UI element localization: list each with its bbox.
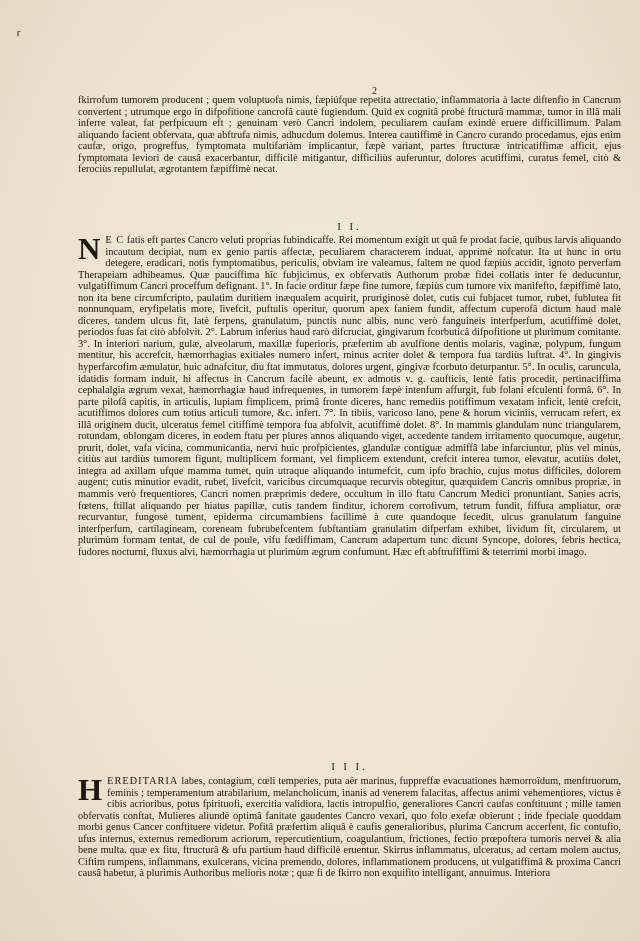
paragraph-intro-text: fkirrofum tumorem producent ; quem voluptuofa nimis, fæpiúfque repetita attrectatio, inflammatoria à lacte diftenfio in Cancrum convertent ; utrumque ergo in difpofitione cancrofâ cautè fugiendum. Quid ex cognitâ probè ftructurâ mammæ, tumor in illâ mali inferre valeat, fat perfpicuum eft ; genuinam verò Cancri indolem, peculiarem caufam exindè eruere difficillimum. Palam aliquando facient obfervata, quæ abftrufa nimis, adhucdum dolemus. Interea cautiffimè in Cancro curando procedamus, ejus enim caufæ, origo, progreffus, fymptomata multifariàm implicantur, fæpè variant, partes ftructuræ intricatiffimæ afficit, ejus fymptomata leviori de causâ exacerbantur, difficilè mitigantur, difficiliùs auferuntur, dolores acutiffimi, curatus femel, citò & ferociùs repullulat, ægrotantem fæpiffimè necat. — [78, 95, 621, 176]
dropcap-h: H — [78, 772, 103, 807]
section-ii-first-word: E C — [105, 235, 125, 246]
section-ii-body — [78, 231, 621, 558]
corner-mark: ⸢ — [16, 30, 22, 46]
page-number: 2 — [372, 86, 378, 97]
section-heading-iii: I I I. — [331, 762, 368, 773]
section-iii-first-word: EREDITARIA — [107, 776, 179, 787]
paragraph-intro — [78, 95, 621, 176]
dropcap-n: N — [78, 231, 101, 266]
section-ii-paragraph — [78, 231, 621, 558]
section-ii-text: fatis eft partes Cancro veluti proprias fubindicaffe. Rei momentum exigit ut quâ fe prodat facie, quibus larvis aliquando incautum decipiat, num ex genio partis affectæ, peculiarem characterem induat, apprimè nofcatur. Ita ut hunc in ortu detegere, eradicari, notis fymptomatibus, periculis, obviam ire valeamus, faltem ne quod fæpiùs accidit, ignoto perverfam Therapeiam adhibeamus. Quæ pauciffima hîc fubjicimus, ex obfervatis Authorum probæ fidei collatis inter fe deducuntur, vulgatiffimum Cancri proceffum defignant. 1°. In facie orditur fæpe fine tumore, fæpiùs cum tumore vix manifefto, fæpiffimè lato, non ita bene circumfcripto, paulatim duritiem inæqualem acquirit, pruriginosè dolet, cutis cui fubjacet tumor, rubet, fublutea fit nonnunquam, eryfipelatis more, livefcit, puftulis operitur, quorum apex faniem fundit, affectum cuperofâ dictum haud malè diceres, tandem ulcus fit, latè ferpens, granulatum, punctis nunc albis, nunc verò fanguineis interfperfum, acutiffimè dolet, periodos fuas fat citò abfolvit. 2°. Labrum inferius haud rarò difcruciat, gingivarum fcorbuticâ difpofitione ut plurimum comitante. 3°. In interiori narium, gulæ, alveolarum, maxillæ fuperioris, præfertim ab avulfione dentis molaris, vaginæ, polypum, fungum mentitur, his accrefcit, hæmorrhagias exitiales numero infert, minus acriter dolet & tempora fua tardiùs luftrat. 4°. In gingivis hyperfarcofim æmulatur, huic adnafcitur, diu ftat immutatus, dolores urgent, gingivæ fcorbuto deturpantur. 5°. In oculis, caruncula, idatidis formam induit, hi affectus in Cancrum facilè abeunt, ex admotis v. g. caufticis, lentè fatis procedit, pertinaciffima cephalalgia ægrum vexat, hæmorrhagiæ haud infrequentes, in tumorem fæpè intenfum affurgit, fub folani efculenti formâ. 6°. In parte pilofâ capitis, in articulis, lupiam fimplicem, primâ fronte diceres, hanc remediis potiffimum vexatam inficit, lentè crefcit, acutiffimos dolores cum totius articuli tumore, &c. infert. 7°. In tibiis, varicoso lano, pene & horum viciniis, verrucam refert, ex illâ originem ducit, ulceratus femel citiffimè tempora fua abfolvit, acutiffimè dolet. 8°. In mammis glandulam nunc triangularem, rotundam, oblongam diceres, in eodem ftatu per plures annos aliquando viget, accedente tandem irritamento quocumque, augetur, prurit, dolet, vafa vicina, communicantia, nervi huic profpicientes, glandulæ contiguæ admiffâ labe infarciuntur, plùs vel minùs, citiùs aut tardiùs tumorem figunt, multiplicem formant, vel fimplicem extendunt, crefcit interea tumor, elevatur, acutiùs dolet, integra ad axillam ufque mamma tumet, quin utraque aliquando intumefcit, cum ipfo brachio, cujus motus difficiles, dolorem augent; cutis minutior evadit, rubet, livefcit, varicibus circumquaque recurvis obtegitur, quæquidem Cancris omnibus propriæ, in mammis verò frequentiores, Cancri nomen præprimis dedere, occultum in illo ftatu Cancrum Medici pronuntiant. Sanies acris, fœtens, ftillat aliquando per hiatus papillæ, cutis tandem finditur, ichorem corrofivum, tetrum fundit, fiffura ampliatur, oræ recurvantur, fungosè tument, epiderma circumambiens facillimè à cute quandoque fecedit, ulcus granulatum fanguine interfperfum, cartilagineam, coreneam fubrubefcentem fubftantiam granulatim difperfam exhibet, lividum fit, circularem, ut plurimùm formam tentat, de cul de poule, vifu fœdiffimam, Cancrum adapertum tunc dicunt Syncope, dolores, febris hectica, fudores nocturni, fluxus alvi, hæmorrhagia ut plurimùm ægrum confumunt. Hæc eft abftrufiffimi & teterrimi morbi imago. — [78, 235, 621, 558]
section-iii-text: labes, contagium, cœli temperies, puta aër marinus, fuppreffæ evacuationes hæmorroïdum, menftruorum, feminis ; temperamentum atrabilarium, melancholicum, inanis ad venerem falacitas, affectus animi vehementiores, victus è cibis acrioribus, potus fpirituofi, exercitia validiora, lactis intropulfio, generaliores Cancri caufas conftituunt ; mille tamen obfervatis conftat, Mulieres aliundè optimâ fanitate gaudentes Cancro vexari, quo folo exefæ obierunt ; inde fpeciale quoddam morbi genus Cancer conftituere videtur. Pofitâ præfertim aliquâ è caufis generalioribus, plurima Cancrum accerfent, fic contufio, ufus internus, externus remediorum acriorum, repercutientium, coagulantium, frictiones, fectio prœpoftera tumoris nervei & alia bene multa. quæ ex fitu, ftructurâ & ufu partium haud difficilè eruentur. Skirrus inflammatus, ulceratus, ad certam molem auctus, Ciftim rumpens, inflammans, exulcerans, vicina premendo, dolores, inflammationem producens, ut vulgatiffimâ & proxima Cancri causâ habetur, à plurimis Authoribus melioris notæ ; quæ fi de fkirro non exquifito intelligant, annuimus. Interiora — [78, 776, 621, 880]
section-iii-body — [78, 772, 621, 880]
section-heading-ii: I I. — [337, 222, 362, 233]
section-iii-paragraph — [78, 772, 621, 880]
